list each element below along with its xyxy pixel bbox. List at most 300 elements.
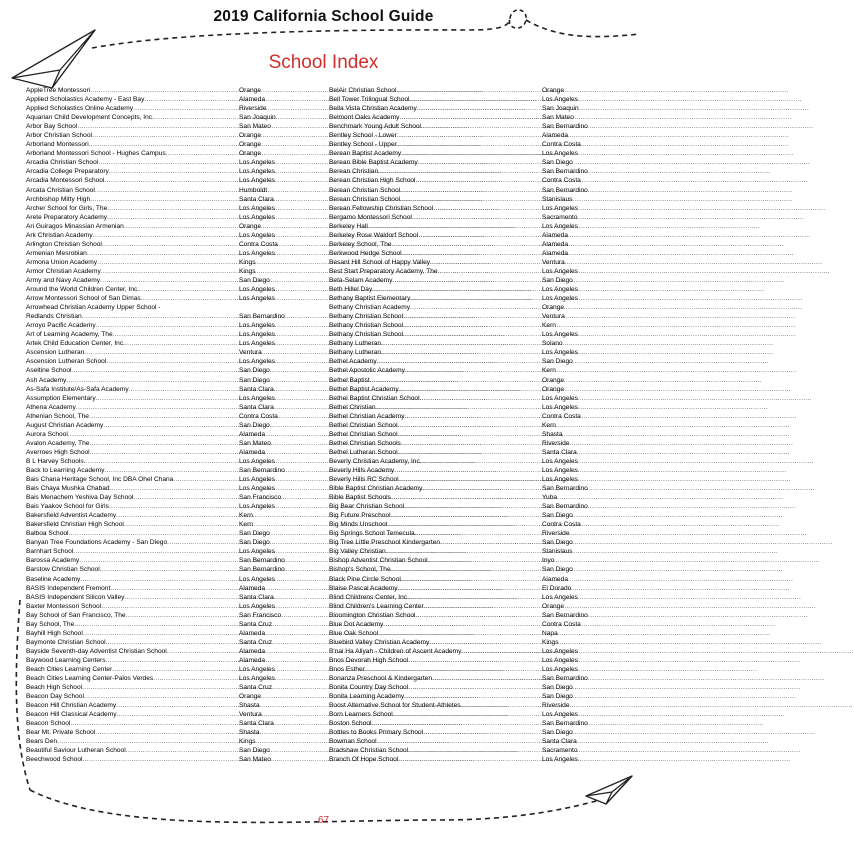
index-entry <box>26 339 311 348</box>
leader-dots <box>90 195 237 204</box>
index-entry <box>329 511 614 520</box>
leader-dots <box>430 258 540 267</box>
school-name: Bradshaw Christian School <box>329 747 409 755</box>
leader-dots <box>403 312 540 321</box>
index-entry <box>26 303 311 312</box>
leader-dots <box>116 701 237 710</box>
school-name: Bethany Baptist Elementary <box>329 295 411 303</box>
leader-dots <box>416 176 541 185</box>
index-entry <box>26 520 311 529</box>
leader-dots <box>422 484 540 493</box>
county-name: San Bernardino <box>542 168 588 176</box>
school-name: Army and Navy Academy <box>26 276 101 284</box>
leader-dots <box>80 575 237 584</box>
school-name: Ascension Lutheran <box>26 349 85 357</box>
county-name: Ventura <box>542 258 565 266</box>
index-entry <box>26 538 311 547</box>
leader-dots <box>106 638 237 647</box>
index-entry <box>26 366 311 375</box>
section-title: School Index <box>268 52 379 73</box>
index-entry <box>329 258 614 267</box>
school-name: Bethany Christian Academy <box>329 304 410 312</box>
county-name: San Diego <box>239 747 270 755</box>
county-name: Los Angeles <box>542 403 578 411</box>
leader-dots <box>424 602 540 611</box>
index-entry <box>329 556 614 565</box>
county-name: Alameda <box>542 249 569 257</box>
school-name: Beautiful Saviour Lutheran School <box>26 747 126 755</box>
index-entry <box>26 195 311 204</box>
county-name: Contra Costa <box>542 177 581 185</box>
index-entry <box>329 131 614 140</box>
county-name: San Diego <box>239 367 270 375</box>
leader-dots <box>106 357 237 366</box>
county-name: San Diego <box>542 358 573 366</box>
school-name: Big Future Preschool <box>329 512 391 520</box>
school-name: Bishop Adventist Christian School <box>329 557 428 565</box>
index-entry <box>329 240 614 249</box>
school-name: Beechwood School <box>26 756 83 764</box>
school-name: Athenian School, The <box>26 412 89 420</box>
leader-dots <box>421 122 540 131</box>
leader-dots <box>104 176 237 185</box>
leader-dots <box>106 656 237 665</box>
county-name: Santa Clara <box>239 720 274 728</box>
school-name: Bishop's School, The <box>329 566 391 574</box>
index-entry <box>329 357 614 366</box>
county-name: San Diego <box>239 421 270 429</box>
county-name: Sacramento <box>542 213 578 221</box>
leader-dots <box>440 538 540 547</box>
county-name: Orange <box>239 87 261 94</box>
index-entry <box>329 466 614 475</box>
school-name: Berean Baptist Academy <box>329 150 402 158</box>
index-entry <box>26 421 311 430</box>
county-name: Los Angeles <box>542 466 578 474</box>
leader-dots <box>402 249 540 258</box>
leader-dots <box>82 312 237 321</box>
school-name: Bethany Christian School <box>329 313 404 321</box>
county-name: Kern <box>542 367 556 375</box>
school-name: Bethel Christian School <box>329 430 398 438</box>
school-name: Bears Den <box>26 738 58 746</box>
index-entry <box>26 95 311 104</box>
county-name: Riverside <box>542 439 570 447</box>
county-name: San Mateo <box>239 756 271 764</box>
leader-dots <box>101 602 237 611</box>
school-name: Bethel Christian <box>329 403 376 411</box>
leader-dots <box>95 728 237 737</box>
leader-dots <box>387 520 540 529</box>
county-name: Los Angeles <box>239 358 275 366</box>
leader-dots <box>400 195 540 204</box>
county-name: Kings <box>239 258 256 266</box>
school-name: Branch Of Hope School <box>329 756 399 764</box>
leader-dots <box>410 95 540 104</box>
county-name: San Bernardino <box>239 313 285 321</box>
school-name: Arcadia Montessori School <box>26 177 105 185</box>
county-name: San Diego <box>239 376 270 384</box>
county-name: Los Angeles <box>239 666 275 673</box>
leader-dots <box>400 186 540 195</box>
leader-dots <box>57 737 237 746</box>
county-name: San Bernardino <box>542 611 588 619</box>
leader-dots <box>144 95 237 104</box>
school-name: Barnhart School <box>26 548 74 556</box>
index-entry <box>329 249 614 258</box>
index-entry <box>26 493 311 502</box>
county-name: Santa Clara <box>239 403 274 411</box>
county-name: Los Angeles <box>239 394 275 402</box>
index-entry <box>329 149 614 158</box>
leader-dots <box>381 348 540 357</box>
county-name: Los Angeles <box>239 548 275 556</box>
index-entry <box>329 593 614 602</box>
index-entry <box>329 213 614 222</box>
index-entry <box>329 348 614 357</box>
index-entry <box>26 511 311 520</box>
county-name: Los Angeles <box>239 286 275 294</box>
county-name: Los Angeles <box>239 485 275 493</box>
index-entry <box>329 665 614 674</box>
school-name: Berean Christian School <box>329 186 401 194</box>
county-name: Orange <box>239 693 261 701</box>
county-name: Los Angeles <box>239 213 275 221</box>
paper-airplane-icon-small <box>586 776 632 804</box>
index-entry <box>329 204 614 213</box>
leader-dots <box>405 412 541 421</box>
index-entry <box>26 529 311 538</box>
index-entry <box>329 683 614 692</box>
county-name: Shasta <box>239 702 260 710</box>
leader-dots <box>129 385 237 394</box>
leader-dots <box>82 755 237 764</box>
school-name: Bethany Christian School <box>329 331 404 339</box>
leader-dots <box>399 385 540 394</box>
school-name: Bais Chana Heritage School, Inc DBA Ohel Chana <box>26 476 174 484</box>
county-name: Los Angeles <box>542 295 578 303</box>
county-name: Kings <box>239 267 256 275</box>
leader-dots <box>116 511 237 520</box>
index-entry <box>329 457 614 466</box>
county-name: Santa Cruz <box>239 684 272 692</box>
school-name: Arborland Montessori <box>26 141 89 149</box>
leader-dots <box>82 683 237 692</box>
county-name: Santa Clara <box>239 593 274 601</box>
county-name: Inyo <box>542 557 555 565</box>
school-name: Beacon Day School <box>26 693 84 701</box>
leader-dots <box>416 611 541 620</box>
county-name: San Diego <box>542 512 573 520</box>
index-entry <box>329 656 614 665</box>
county-name: Los Angeles <box>239 168 275 176</box>
index-entry <box>329 339 614 348</box>
county-name: Santa Cruz <box>239 620 272 628</box>
school-name: Berean Fellowship Christian School <box>329 204 434 212</box>
school-name: Arborland Montessori School - Hughes Campus <box>26 150 166 158</box>
index-entry <box>329 294 614 303</box>
index-entry <box>329 475 614 484</box>
index-entry <box>26 547 311 556</box>
county-name: Orange <box>542 385 564 393</box>
county-name: Los Angeles <box>239 602 275 610</box>
school-name: Beverly Hills RC School <box>329 476 399 484</box>
school-name: Arcata Christian School <box>26 186 95 194</box>
county-name: Orange <box>542 304 564 312</box>
school-name: Bnos Devorah High School <box>329 656 409 664</box>
school-name: Beach Cities Learning Center-Palos Verdes <box>26 675 154 683</box>
county-name: San Diego <box>239 276 270 284</box>
county-name: Orange <box>239 150 261 158</box>
leader-dots <box>133 493 237 502</box>
county-name: San Diego <box>542 566 573 574</box>
school-name: Ascension Lutheran School <box>26 358 107 366</box>
leader-dots <box>100 565 237 574</box>
county-name: Alameda <box>542 240 569 248</box>
leader-dots <box>394 466 540 475</box>
index-entry <box>26 276 311 285</box>
leader-dots <box>461 647 540 656</box>
leader-dots <box>141 294 237 303</box>
school-name: Bethel Christian School <box>329 421 398 429</box>
leader-dots <box>408 683 540 692</box>
school-name: Beach Cities Learning Center <box>26 666 113 673</box>
county-name: Los Angeles <box>239 177 275 185</box>
index-entry <box>329 448 614 457</box>
index-entry <box>26 701 311 710</box>
index-entry <box>26 629 311 638</box>
leader-dots <box>107 204 237 213</box>
school-name: Big Valley Christian <box>329 548 386 556</box>
school-name: Bloomington Christian School <box>329 611 416 619</box>
school-name: Bakersfield Christian High School <box>26 521 124 529</box>
index-entry <box>329 95 614 104</box>
leader-dots <box>124 222 237 231</box>
school-name: Best Start Preparatory Academy, The <box>329 267 438 275</box>
school-name: Arcadia College Preparatory <box>26 168 109 176</box>
county-name: Orange <box>239 132 261 140</box>
school-name: Bella Vista Christian Academy <box>329 105 417 113</box>
index-entry <box>26 294 311 303</box>
leader-dots <box>408 656 540 665</box>
county-name: Los Angeles <box>542 331 578 339</box>
index-entry <box>26 321 311 330</box>
leader-dots <box>438 267 540 276</box>
leader-dots <box>95 186 237 195</box>
index-entry <box>329 421 614 430</box>
county-name: Los Angeles <box>542 593 578 601</box>
county-name: Los Angeles <box>239 476 275 484</box>
school-name: Ari Guiragos Minassian Armenian <box>26 222 124 230</box>
school-name: Berean Bible Baptist Academy <box>329 159 418 167</box>
school-name: Armona Union Academy <box>26 258 98 266</box>
index-entry <box>329 584 614 593</box>
leader-dots <box>398 755 540 764</box>
leader-dots <box>377 737 540 746</box>
county-name: Los Angeles <box>542 349 578 357</box>
index-entry <box>26 466 311 475</box>
index-entry <box>26 240 311 249</box>
school-name: Around the World Children Center, Inc. <box>26 286 140 294</box>
county-name: San Bernardino <box>239 557 285 565</box>
school-name: Beacon Hill Christian Academy <box>26 702 117 710</box>
index-entry <box>26 565 311 574</box>
county-name: San Bernardino <box>542 485 588 493</box>
index-entry <box>329 186 614 195</box>
leader-dots <box>83 629 237 638</box>
index-entry <box>329 710 614 719</box>
index-entry <box>329 647 614 656</box>
index-entry <box>26 330 311 339</box>
index-entry <box>329 620 614 629</box>
leader-dots <box>66 376 237 385</box>
index-entry <box>26 385 311 394</box>
school-name: Bottles to Books Primary School <box>329 729 424 737</box>
county-name: Contra Costa <box>239 240 278 248</box>
school-name: Banyan Tree Foundations Academy - San Diego <box>26 539 168 547</box>
index-entry <box>329 86 614 95</box>
index-entry <box>329 484 614 493</box>
index-entry <box>329 719 614 728</box>
leader-dots <box>410 303 540 312</box>
leader-dots <box>370 376 540 385</box>
school-name: Bethel Christian Schools <box>329 439 401 447</box>
index-entry <box>26 475 311 484</box>
school-name: Berkwood Hedge School <box>329 249 402 257</box>
county-name: San Diego <box>542 159 573 167</box>
school-name: Berean Christian School <box>329 195 401 203</box>
county-name: San Bernardino <box>239 466 285 474</box>
index-entry <box>26 575 311 584</box>
index-entry <box>329 547 614 556</box>
leader-dots <box>77 122 237 131</box>
index-entry <box>26 755 311 764</box>
leader-dots <box>113 330 237 339</box>
leader-dots <box>391 565 540 574</box>
leader-dots <box>126 611 237 620</box>
school-name: BelAir Christian School <box>329 87 397 94</box>
index-entry <box>26 692 311 701</box>
leader-dots <box>409 593 540 602</box>
school-name: Barstow Christian School <box>26 566 100 574</box>
leader-dots <box>372 285 540 294</box>
school-name: Ark Christian Academy <box>26 231 93 239</box>
school-name: Big Tree Little Preschool Kindergarten <box>329 539 441 547</box>
index-entry <box>329 403 614 412</box>
school-name: Bethel Lutheran School <box>329 448 398 456</box>
county-name: Los Angeles <box>542 394 578 402</box>
school-name: Berkeley Rose Waldorf School <box>329 231 419 239</box>
index-entry <box>329 104 614 113</box>
county-name: Los Angeles <box>239 457 275 465</box>
index-entry <box>329 611 614 620</box>
index-entry <box>329 195 614 204</box>
school-name: Aquarian Child Development Concepts, Inc. <box>26 114 154 122</box>
leader-dots <box>412 213 540 222</box>
county-name: Orange <box>542 602 564 610</box>
index-entry <box>329 520 614 529</box>
county-name: Los Angeles <box>542 222 578 230</box>
leader-dots <box>377 357 540 366</box>
school-name: Bnos Esther <box>329 666 365 673</box>
index-entry <box>329 737 614 746</box>
leader-dots <box>415 529 540 538</box>
county-name: Stanislaus <box>542 548 573 556</box>
school-name: B L Harvey Schools <box>26 457 84 465</box>
county-name: Los Angeles <box>542 286 578 294</box>
school-name: Bible Baptist Schools <box>329 494 391 502</box>
index-entry <box>329 140 614 149</box>
leader-dots <box>410 294 540 303</box>
index-entry <box>329 376 614 385</box>
index-entry <box>26 620 311 629</box>
school-name: Arcadia Christian School <box>26 159 99 167</box>
county-name: Alameda <box>239 448 266 456</box>
school-name: Beacon School <box>26 720 71 728</box>
county-name: Kings <box>542 638 559 646</box>
county-name: Los Angeles <box>542 150 578 158</box>
county-name: Los Angeles <box>239 331 275 339</box>
school-name: Archer School for Girls, The <box>26 204 108 212</box>
county-name: Contra Costa <box>542 141 581 149</box>
school-name: Blue Oak School <box>329 629 379 637</box>
leader-dots <box>89 412 237 421</box>
index-entry <box>329 439 614 448</box>
index-column-right <box>329 86 614 765</box>
school-name: Big Bear Christian School <box>329 503 405 511</box>
index-entry <box>329 493 614 502</box>
school-name: Arbor Christian School <box>26 132 92 140</box>
county-name: San Bernardino <box>542 123 588 131</box>
index-entry <box>329 330 614 339</box>
index-entry <box>26 439 311 448</box>
index-entry <box>329 158 614 167</box>
index-entry <box>329 222 614 231</box>
index-entry <box>26 430 311 439</box>
school-name: Arroyo Pacific Academy <box>26 322 96 330</box>
school-name: Balboa School <box>26 530 69 538</box>
index-entry <box>26 86 311 95</box>
leader-dots <box>398 448 540 457</box>
county-name: San Diego <box>239 530 270 538</box>
school-name: Bergamo Montessori School <box>329 213 412 221</box>
index-entry <box>329 502 614 511</box>
index-entry <box>329 538 614 547</box>
school-name: Bentley School - Upper <box>329 141 397 149</box>
county-name: Orange <box>239 141 261 149</box>
leader-dots <box>110 584 237 593</box>
leader-dots <box>376 403 540 412</box>
index-entry <box>329 638 614 647</box>
leader-dots <box>117 710 237 719</box>
index-entry <box>329 575 614 584</box>
index-entry <box>26 213 311 222</box>
leader-dots <box>79 556 237 565</box>
county-name: San Diego <box>542 539 573 547</box>
school-name: Born Learners School <box>329 711 393 719</box>
county-name: Alameda <box>239 430 266 438</box>
index-entry <box>329 430 614 439</box>
county-name: Kern <box>239 512 253 520</box>
index-entry <box>26 638 311 647</box>
school-name: Blaise Pascal Academy <box>329 584 398 592</box>
county-name: Los Angeles <box>239 249 275 257</box>
county-name: San Diego <box>239 539 270 547</box>
county-name: Sacramento <box>542 747 578 755</box>
school-name: Beta-Selam Academy <box>329 276 393 284</box>
school-name: Artek Child Education Center, Inc. <box>26 340 125 348</box>
index-entry <box>26 674 311 683</box>
